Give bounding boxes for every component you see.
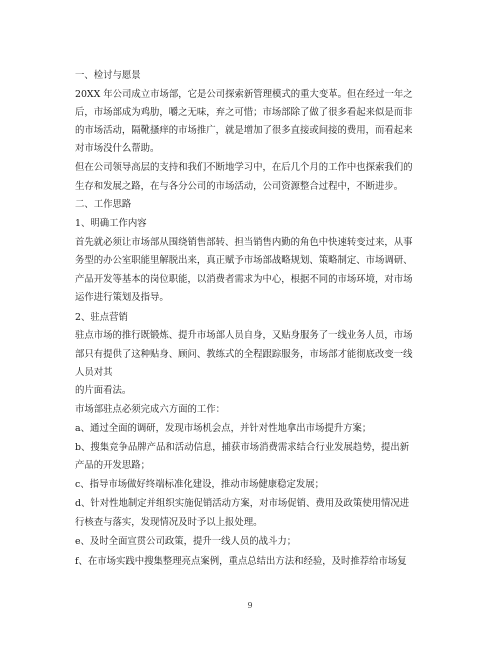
text-line: 部只有提供了这种贴身、顾问、教练式的全程跟踪服务，市场部才能彻底改变一线 bbox=[75, 349, 413, 360]
text-line: 产品的开发思路； bbox=[75, 460, 151, 471]
text-line: 行核查与落实，发现情况及时予以上报处理。 bbox=[75, 517, 263, 528]
text-line: f、在市场实践中搜集整理亮点案例，重点总结出方法和经验，及时推荐给市场复 bbox=[75, 556, 407, 567]
text-line: 驻点市场的推行既锻炼、提升市场部人员自身，又贴身服务了一线业务人员，市场 bbox=[75, 330, 413, 341]
text-line: 的市场活动，隔靴搔痒的市场推广，就是增加了很多直接或间接的费用，而看起来 bbox=[75, 125, 413, 136]
page-number: 9 bbox=[247, 601, 253, 610]
text-line: 一、检讨与愿景 bbox=[75, 70, 141, 81]
text-line: 1、明确工作内容 bbox=[75, 218, 147, 229]
text-line: 但在公司领导高层的支持和我们不断地学习中，在后几个月的工作中也探索我们的 bbox=[75, 162, 413, 173]
text-line: 运作进行策划及指导。 bbox=[75, 292, 169, 303]
text-line: 产品开发等基本的岗位职能，以消费者需求为中心，根据不同的市场环境，对市场 bbox=[75, 274, 413, 285]
text-line: 的片面看法。 bbox=[75, 385, 132, 396]
text-line: b、搜集竞争品牌产品和活动信息，捕获市场消费需求结合行业发展趋势，提出新 bbox=[75, 442, 410, 453]
text-line: 生存和发展之路，在与各分公司的市场活动，公司资源整合过程中，不断进步。 bbox=[75, 181, 404, 192]
text-line: 二、工作思路 bbox=[75, 199, 132, 210]
text-line: 人员对其 bbox=[75, 367, 113, 378]
text-line: e、及时全面宣贯公司政策，提升一线人员的战斗力； bbox=[75, 536, 297, 547]
text-line: 市场部驻点必须完成六方面的工作： bbox=[75, 404, 226, 415]
text-line: c、指导市场做好终端标准化建设，推动市场健康稳定发展； bbox=[75, 479, 325, 490]
text-line: a、通过全面的调研，发现市场机会点，并针对性地拿出市场提升方案； bbox=[75, 423, 372, 434]
text-line: 对市场没什么帮助。 bbox=[75, 143, 160, 154]
text-line: 20XX 年公司成立市场部，它是公司探索新管理模式的重大变革。但在经过一年之 bbox=[75, 89, 413, 100]
text-line: 首先就必须让市场部从围绕销售部转、担当销售内勤的角色中快速转变过来，从事 bbox=[75, 237, 413, 248]
text-line: 后，市场部成为鸡肋，嚼之无味，弃之可惜；市场部除了做了很多看起来似是而非 bbox=[75, 107, 413, 118]
text-line: 务型的办公室职能里解脱出来，真正赋予市场部战略规划、策略制定、市场调研、 bbox=[75, 255, 413, 266]
text-line: d、针对性地制定并组织实施促销活动方案，对市场促销、费用及政策使用情况进 bbox=[75, 498, 410, 509]
text-line: 2、驻点营销 bbox=[75, 312, 128, 323]
